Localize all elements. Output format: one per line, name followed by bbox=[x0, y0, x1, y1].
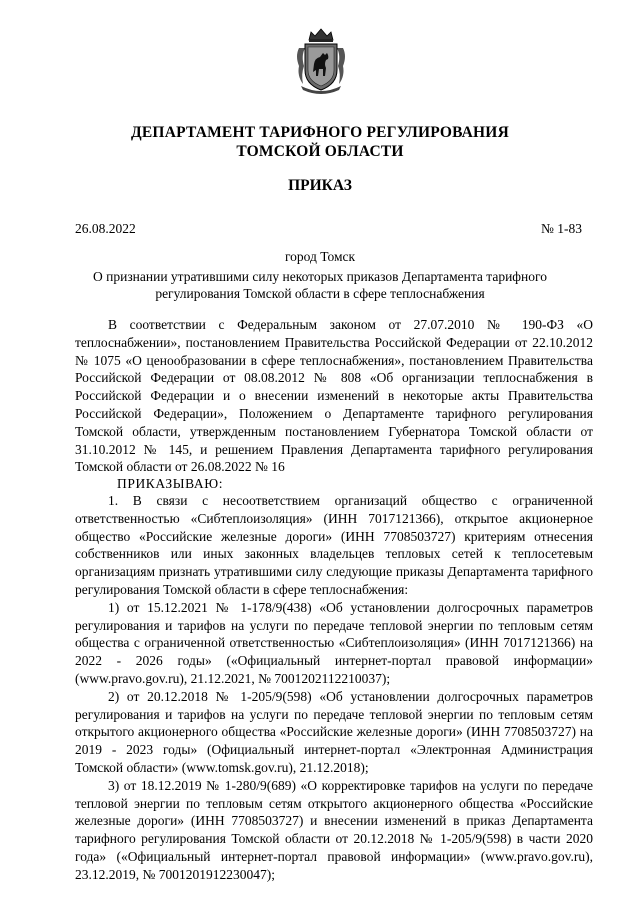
order-items bbox=[75, 492, 593, 884]
document-type-title: ПРИКАЗ bbox=[288, 177, 352, 194]
order-point-1: 1. В связи с несоответствием организаций общество с ограниченной ответственностью «Сибтеплоизоляция» (ИНН 7017121366), открытое акционерное общество «Российские железные дороги» (ИНН 7708503727) критериям отнесения собственников или иных законных владельцев тепловых сетей к теплосетевым организациям признать утратившими силу следующие приказы Департамента тарифного регулирования Томской области в сфере теплоснабжения: bbox=[75, 493, 593, 597]
order-subject: О признании утратившими силу некоторых приказов Департамента тарифного регулирования Томской области в сфере теплоснабжения bbox=[93, 269, 547, 301]
order-number: № 1-83 bbox=[540, 221, 582, 236]
order-date: 26.08.2022 bbox=[75, 221, 136, 236]
department-title-line1: ДЕПАРТАМЕНТ ТАРИФНОГО РЕГУЛИРОВАНИЯ bbox=[131, 124, 509, 141]
order-word: ПРИКАЗЫВАЮ: bbox=[117, 476, 224, 491]
order-subitem-1: 1) от 15.12.2021 № 1-178/9(438) «Об установлении долгосрочных параметров регулирования и тарифов на услуги по передаче тепловой энергии по тепловым сетям общества с ограниченной ответственностью «Сибтеплоизоляция» (ИНН 7017121366) на 2022 - 2026 годы» («Официальный интернет-портал правовой информации» (www.pravo.gov.ru), 21.12.2021, № 7001202112210037); bbox=[75, 599, 593, 686]
preamble-paragraph: В соответствии с Федеральным законом от 27.07.2010 № 190-ФЗ «О теплоснабжении», постановлением Правительства Российской Федерации от 22.10.2012 № 1075 «О ценообразовании в сфере теплоснабжения», постановлением Правительства Российской Федерации от 08.08.2012 № 808 «Об организации теплоснабжения в Российской Федерации и о внесении изменений в некоторые акты Правительства Российской Федерации», Положением о Департаменте тарифного регулирования Томской области, утвержденным постановлением Губернатора Томской области от 31.10.2012 № 145, и решением Правления Департамента тарифного регулирования Томской области от 26.08.2022 № 16 bbox=[75, 317, 593, 475]
coat-of-arms-icon bbox=[293, 26, 349, 96]
department-title-line2: ТОМСКОЙ ОБЛАСТИ bbox=[236, 143, 404, 160]
order-subitem-2: 2) от 20.12.2018 № 1-205/9(598) «Об установлении долгосрочных параметров регулирования и тарифов на услуги по передаче тепловой энергии по тепловым сетям открытого акционерного общества «Российские железные дороги» (ИНН 7708503727) на 2019 - 2023 годы» (Официальный интернет-портал «Электронная Администрация Томской области» (www.tomsk.gov.ru), 21.12.2018); bbox=[75, 688, 593, 775]
order-subitem-3: 3) от 18.12.2019 № 1-280/9(689) «О корректировке тарифов на услуги по передаче тепловой энергии по тепловым сетям открытого акционерного общества «Российские железные дороги» (ИНН 7708503727) и внесении изменений в приказ Департамента тарифного регулирования Томской области от 20.12.2018 № 1-205/9(598) в части 2020 года» («Официальный интернет-портал правовой информации» (www.pravo.gov.ru), 23.12.2019, № 7001201912230047); bbox=[75, 777, 593, 882]
order-city: город Томск bbox=[284, 249, 356, 264]
preamble-block bbox=[75, 316, 593, 476]
